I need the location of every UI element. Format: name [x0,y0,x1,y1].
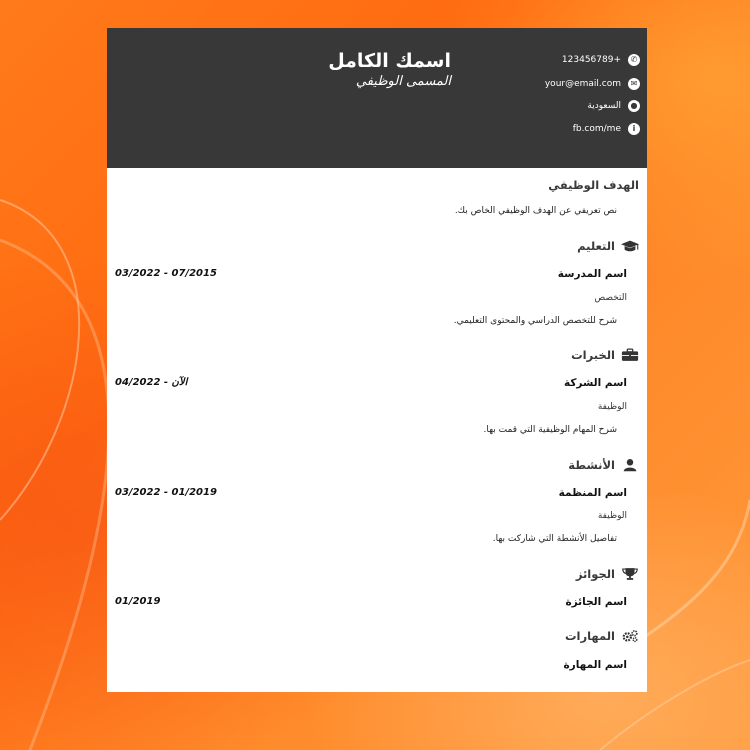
skills-heading-text: المهارات [565,629,615,643]
skills-heading [565,629,639,643]
graduation-cap-icon [621,239,639,253]
contact-location-text: السعودية [587,101,621,111]
gears-icon [621,629,639,643]
resume-page [107,28,647,692]
contact-phone-text: 123456789+ [561,55,621,65]
education-subtitle: التخصص [594,293,627,303]
objective-text: نص تعريفي عن الهدف الوظيفي الخاص بك. [454,206,617,216]
user-icon [621,458,639,472]
activities-heading-text: الأنشطة [568,458,615,472]
experience-heading [571,348,639,362]
objective-heading-text: الهدف الوظيفي [548,178,639,192]
contact-info-text: fb.com/me [572,124,621,134]
education-heading [577,239,639,253]
contact-phone [562,52,640,68]
contact-location [587,98,640,114]
trophy-icon [621,567,639,581]
activities-heading [568,458,639,472]
education-description: شرح للتخصص الدراسي والمحتوى التعليمي. [453,316,617,326]
experience-description: شرح المهام الوظيفية التي قمت بها. [483,425,617,435]
activities-subtitle: الوظيفة [597,511,627,521]
education-heading-text: التعليم [577,239,615,253]
experience-title: اسم الشركة [563,377,627,389]
experience-subtitle: الوظيفة [597,402,627,412]
awards-date: 01/2019 [115,596,161,607]
email-icon: ✉ [628,78,640,90]
job-title: المسمى الوظيفي [355,74,451,89]
activities-date: 03/2022 - 01/2019 [115,487,217,498]
experience-heading-text: الخبرات [571,348,615,362]
location-icon: ● [628,100,640,112]
info-icon: i [628,123,640,135]
contact-email-text: your@email.com [544,79,621,89]
activities-title: اسم المنظمة [558,487,627,499]
experience-date: 04/2022 - الآن [115,377,188,388]
phone-icon: ✆ [628,54,640,66]
resume-header [107,28,647,168]
education-date: 03/2022 - 07/2015 [115,268,217,279]
skills-title: اسم المهارة [563,659,627,671]
objective-heading [548,178,639,192]
briefcase-icon [621,348,639,362]
contact-info [573,121,640,137]
awards-title: اسم الجائزة [565,596,627,608]
contact-email [545,76,640,92]
education-title: اسم المدرسة [557,268,627,280]
full-name: اسمك الكامل [328,50,451,72]
activities-description: تفاصيل الأنشطة التي شاركت بها. [492,534,617,544]
awards-heading [576,567,639,581]
awards-heading-text: الجوائز [575,567,615,581]
